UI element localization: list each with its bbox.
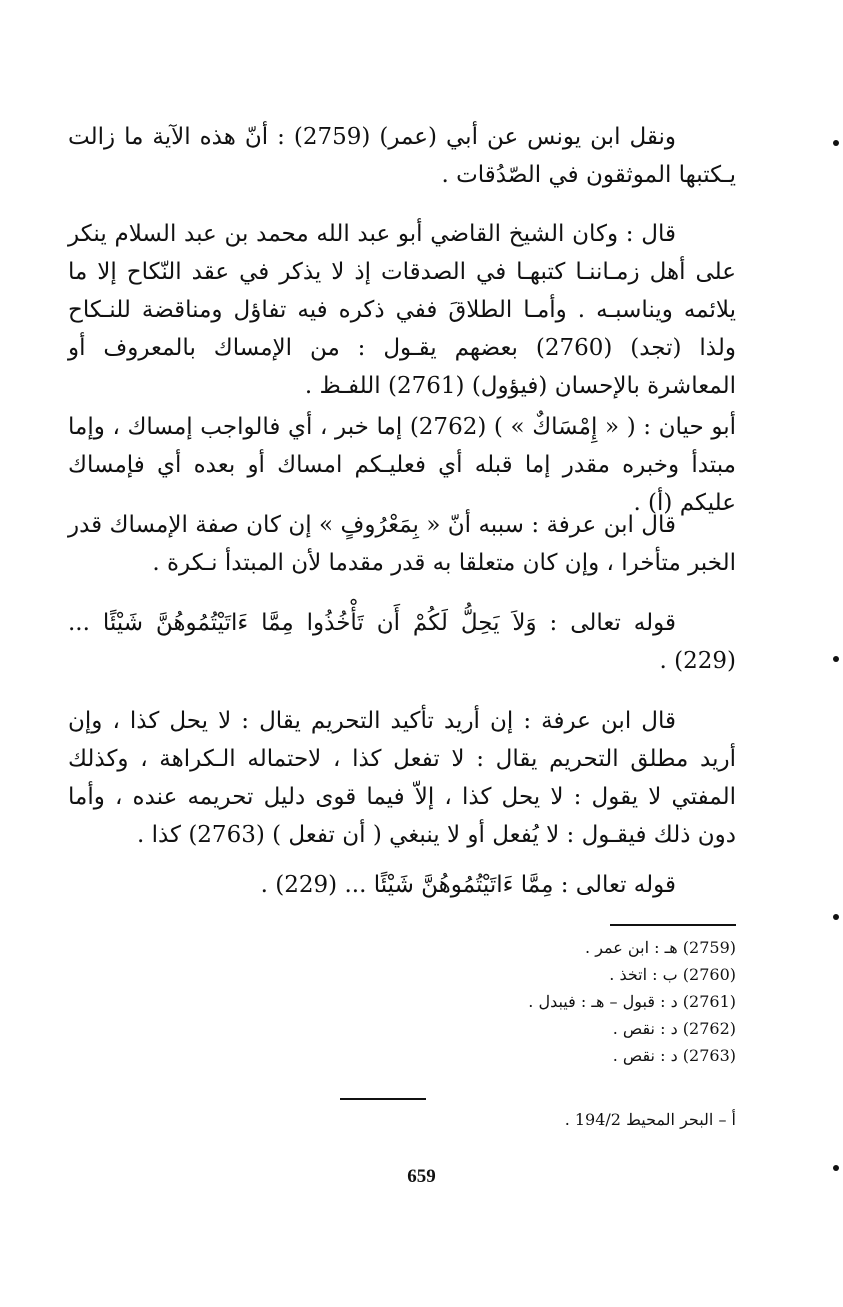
paragraph-2: قال : وكان الشيخ القاضي أبو عبد الله محمد بن عبد السلام ينكر على أهل زمـاننـا كتبهـا في الصدقات إذ لا يذكر في عقد النّكاح إلا ما يلائمه ويناسبـه . وأمـا الطلاقَ ففي ذكره فيه تفاؤل ومناقضة للنـكاح ولذا (تجد) (2760) بعضهم يقـول : من الإمساك بالمعروف أو المعاشرة بالإحسان (فيؤول) (2761) اللفـظ . xyxy=(68,221,736,399)
paragraph-3: أبو حيان : ( « إِمْسَاكٌ » ) (2762) إما خبر ، أي فالواجب إمساك ، وإما مبتدأ وخبره مقدر إما قبله أي فعليـكم امساك أو بعده أي فإمساك عليكم (أ) . xyxy=(68,414,736,516)
paragraph-6: قال ابن عرفة : إن أريد تأكيد التحريم يقال : لا يحل كذا ، وإن أريد مطلق التحريم يقال : لا تفعل كذا ، لاحتماله الـكراهة ، وكذلك المفتي لا يقول : لا يحل كذا ، إلاّ فيما قوى دليل تحريمه عنده ، وأما دون ذلك فيقـول : لا يُفعل أو لا ينبغي ( أن تفعل ) (2763) كذا . xyxy=(68,708,736,848)
margin-mark xyxy=(833,1165,839,1171)
footnote-2761: (2761) د : قبول – هـ : فيبدل . xyxy=(528,992,736,1011)
paragraph-5-verse: قوله تعالى : وَلاَ يَحِلُّ لَكُمْ أَن تَأْخُذُوا مِمَّا ءَاتَيْتُمُوهُنَّ شَيْئًا ... (229) . xyxy=(68,610,736,674)
margin-mark xyxy=(833,140,839,146)
source-reference: أ – البحر المحيط 194/2 . xyxy=(564,1110,736,1129)
footnotes-list xyxy=(120,934,736,1069)
paragraph-4: قال ابن عرفة : سببه أنّ « بِمَعْرُوفٍ » إن كان صفة الإمساك قدر الخبر متأخرا ، وإن كان متعلقا به قدر مقدما لأن المبتدأ نـكرة . xyxy=(68,512,736,576)
footnote-2763: (2763) د : نقص . xyxy=(612,1046,736,1065)
footnote-2760: (2760) ب : اتخذ . xyxy=(609,965,736,984)
paragraph-1: ونقل ابن يونس عن أبي (عمر) (2759) : أنّ هذه الآية ما زالت يـكتبها الموثقون في الصّدُقات . xyxy=(68,124,736,188)
page-number: 659 xyxy=(407,1166,436,1187)
footnote-2762: (2762) د : نقص . xyxy=(612,1019,736,1038)
margin-mark xyxy=(833,656,839,662)
paragraph-7-verse: قوله تعالى : مِمَّا ءَاتَيْتُمُوهُنَّ شَيْئًا ... (229) . xyxy=(260,872,676,898)
margin-mark xyxy=(833,914,839,920)
footnote-separator xyxy=(610,924,736,926)
reference-separator xyxy=(340,1098,426,1100)
footnote-2759: (2759) هـ : ابن عمر . xyxy=(585,938,736,957)
